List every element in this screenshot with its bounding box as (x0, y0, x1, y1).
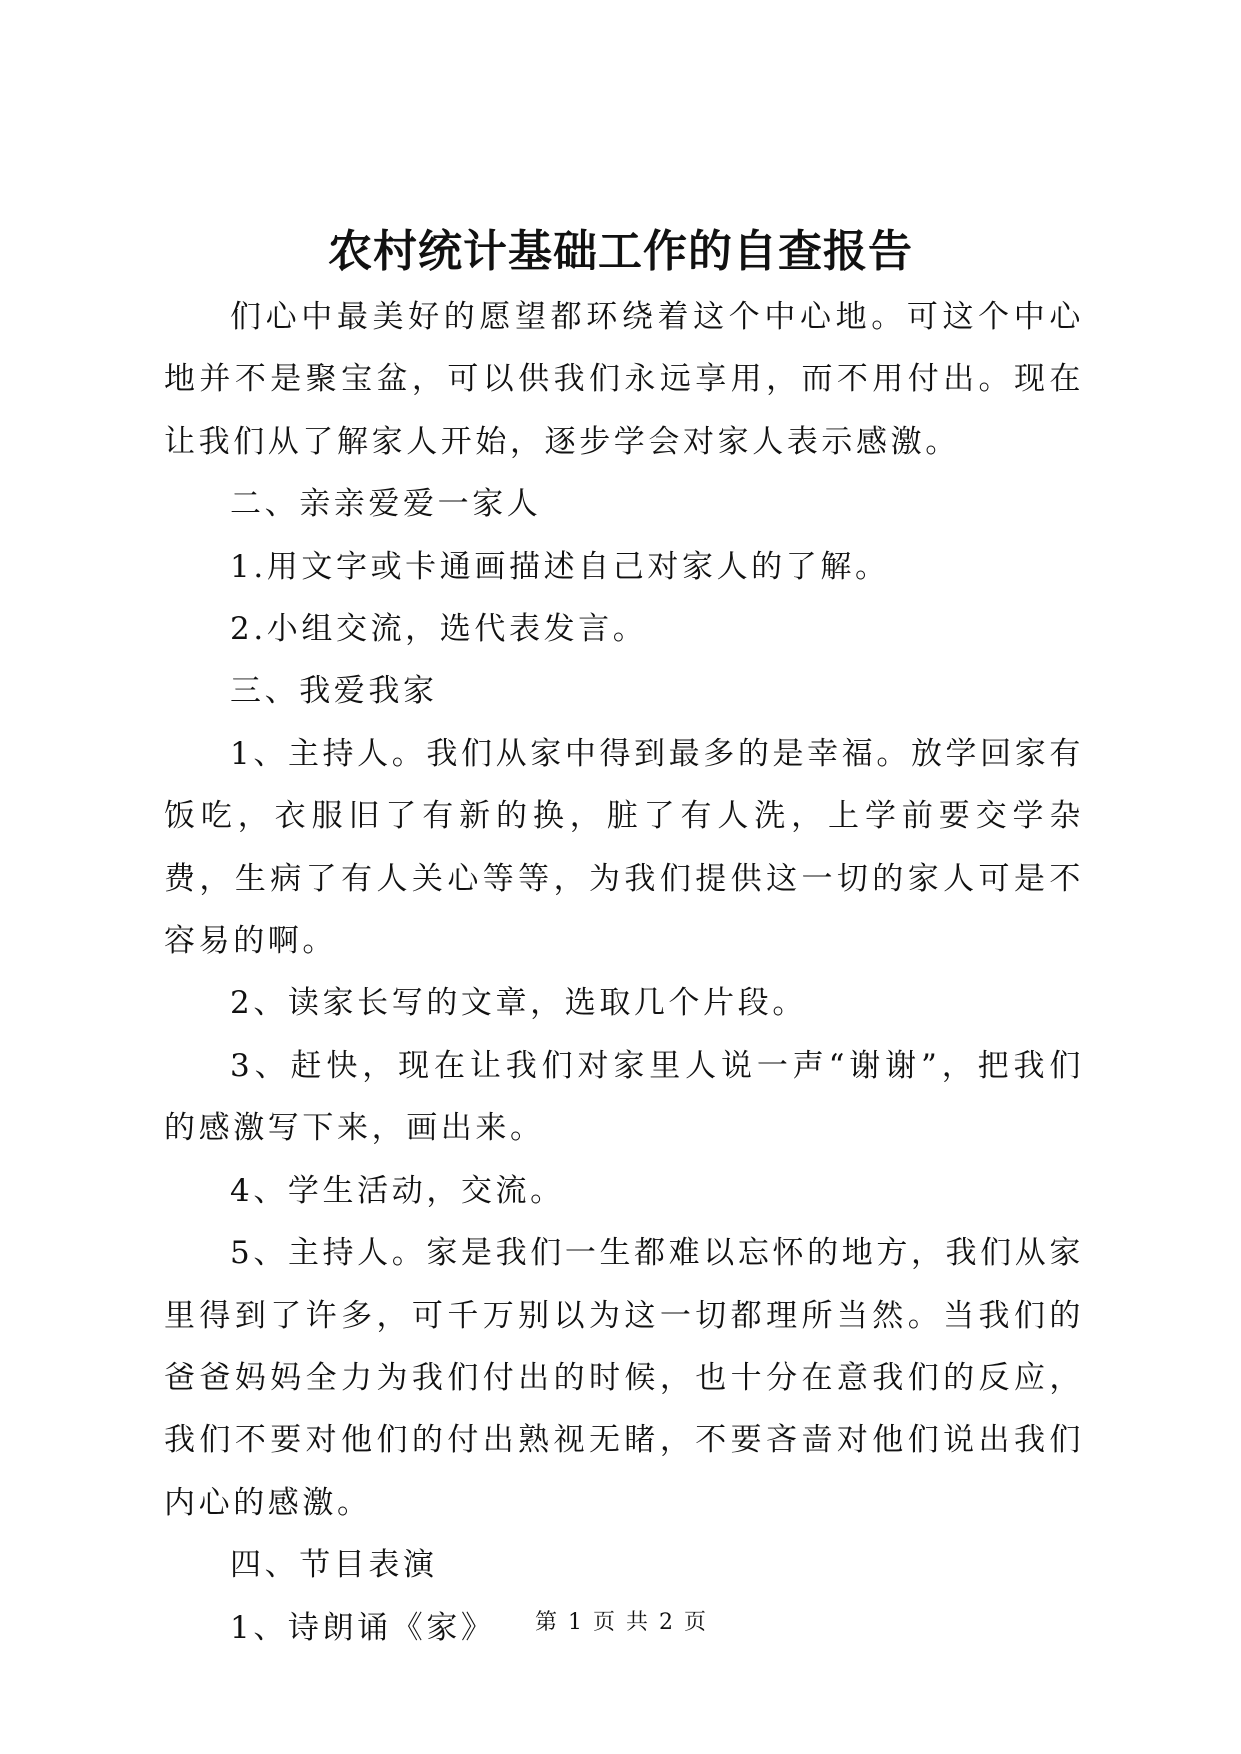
page-footer: 第 1 页 共 2 页 (535, 1610, 706, 1635)
document-body (164, 286, 1084, 1659)
paragraph-3-5: 5、主持人。家是我们一生都难以忘怀的地方，我们从家里得到了许多，可千万别以为这一切都理所当然。当我们的爸爸妈妈全力为我们付出的时候，也十分在意我们的反应，我们不要对他们的付出熟视无睹，不要吝啬对他们说出我们内心的感激。 (164, 1235, 1084, 1521)
document-title: 农村统计基础工作的自查报告 (328, 226, 913, 277)
paragraph-3-1: 1、主持人。我们从家中得到最多的是幸福。放学回家有饭吃，衣服旧了有新的换，脏了有人洗，上学前要交学杂费，生病了有人关心等等，为我们提供这一切的家人可是不容易的啊。 (164, 735, 1084, 960)
paragraph-2-2: 2.小组交流，选代表发言。 (230, 611, 648, 648)
paragraph-3-4: 4、学生活动，交流。 (230, 1172, 565, 1209)
paragraph-3-3: 3、赶快，现在让我们对家里人说一声“谢谢”，把我们的感激写下来，画出来。 (164, 1047, 1084, 1147)
section-heading-2: 二、亲亲爱爱一家人 (230, 486, 542, 523)
paragraph-4-1: 1、诗朗诵《家》 (230, 1609, 496, 1646)
paragraph-3-2: 2、读家长写的文章，选取几个片段。 (230, 985, 807, 1022)
paragraph-2-1: 1.用文字或卡通画描述自己对家人的了解。 (230, 548, 890, 585)
section-heading-3: 三、我爱我家 (230, 673, 438, 710)
section-heading-4: 四、节目表演 (230, 1547, 438, 1584)
paragraph-1: 们心中最美好的愿望都环绕着这个中心地。可这个中心地并不是聚宝盆，可以供我们永远享用，而不用付出。现在让我们从了解家人开始，逐步学会对家人表示感激。 (164, 299, 1084, 460)
